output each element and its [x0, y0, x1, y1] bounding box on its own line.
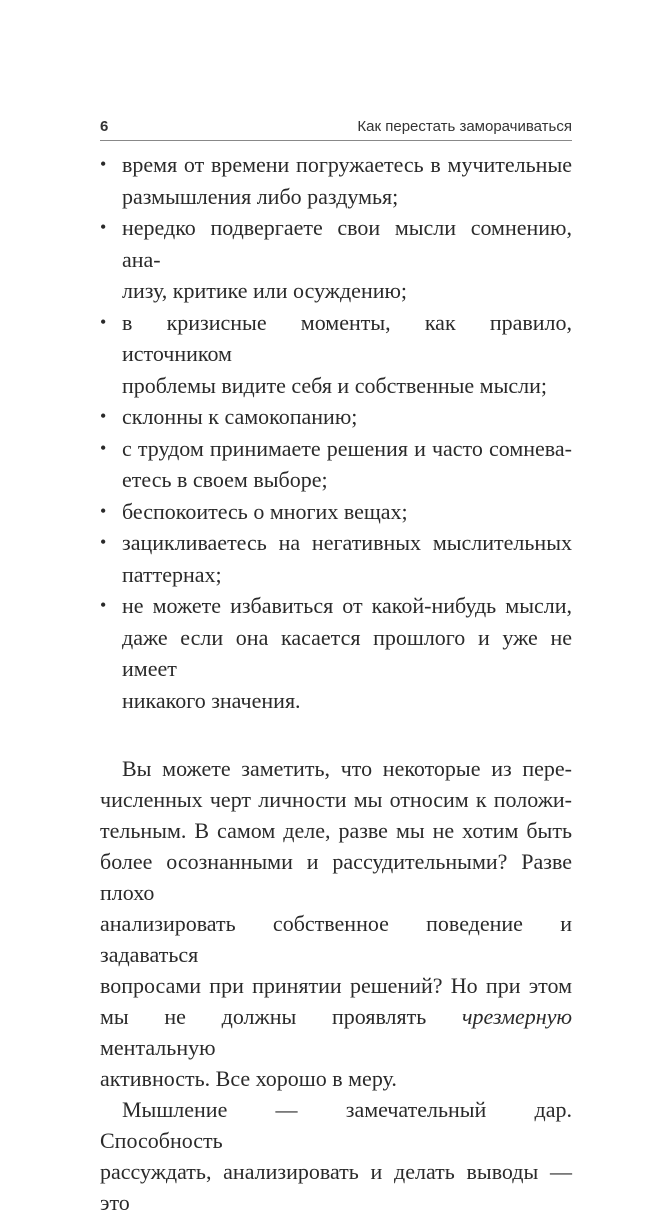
text-line: численных черт личности мы относим к положи- [100, 787, 572, 812]
list-item-line: никакого значения. [122, 687, 301, 713]
text-line: более осознанными и рассудительными? Разве плохо [100, 849, 572, 905]
list-item-text [122, 496, 572, 528]
text-line [100, 1001, 572, 1063]
list-item-text [122, 307, 572, 402]
list-item-text [122, 590, 572, 716]
list-item-line: зацикливаетесь на негативных мыслительных [122, 530, 572, 555]
list-item [100, 149, 572, 212]
list-item [100, 212, 572, 307]
list-item-text [122, 527, 572, 590]
list-item [100, 527, 572, 590]
bullet-icon: • [100, 406, 107, 426]
list-item-line: нередко подвергаете свои мысли сомнению, ана- [122, 215, 572, 272]
list-item-line: в кризисные моменты, как правило, источником [122, 309, 572, 366]
text-segment: ментальную [100, 1035, 216, 1060]
list-item-line: склонны к самокопанию; [122, 404, 358, 429]
list-item [100, 496, 572, 528]
text-line: Вы можете заметить, что некоторые из пере- [122, 756, 572, 781]
text-segment: мы не должны проявлять [100, 1004, 462, 1029]
text-line: рассуждать, анализировать и делать выводы — это [100, 1159, 572, 1215]
running-title: Как перестать заморачиваться [357, 118, 572, 135]
text-line: анализировать собственное поведение и задаваться [100, 911, 572, 967]
list-item [100, 307, 572, 402]
text-line: тельным. В самом деле, разве мы не хотим быть [100, 818, 572, 843]
text-line: вопросами при принятии решений? Но при этом [100, 973, 572, 998]
list-item [100, 433, 572, 496]
list-item-line: с трудом принимаете решения и часто сомнева- [122, 435, 572, 461]
text-line: Мышление — замечательный дар. Способность [100, 1097, 572, 1153]
list-item-line: размышления либо раздумья; [122, 183, 399, 209]
list-item-text [122, 401, 572, 433]
book-page [100, 0, 572, 1218]
list-item [100, 590, 572, 716]
list-item-text [122, 212, 572, 307]
list-item-line: даже если она касается прошлого и уже не имеет [122, 624, 572, 681]
bullet-icon: • [100, 595, 107, 615]
list-item-text [122, 149, 572, 212]
list-item-line: проблемы видите себя и собственные мысли; [122, 372, 547, 398]
list-item-text [122, 433, 572, 496]
bullet-list [100, 149, 572, 716]
page-number: 6 [100, 118, 109, 135]
text-line: активность. Все хорошо в меру. [100, 1066, 397, 1091]
bullet-icon: • [100, 437, 107, 458]
list-item-line: время от времени погружаетесь в мучительные [122, 152, 572, 177]
list-item-line: паттернах; [122, 561, 222, 587]
list-item-line: беспокоитесь о многих вещах; [122, 498, 408, 524]
bullet-icon: • [100, 154, 107, 174]
list-item-line: етесь в своем выборе; [122, 467, 328, 492]
list-item [100, 401, 572, 433]
list-item-line: не можете избавиться от какой-нибудь мысли, [122, 593, 572, 618]
emphasis-word: чрезмерную [462, 1004, 572, 1029]
running-header [100, 117, 572, 141]
bullet-icon: • [100, 532, 107, 552]
bullet-icon: • [100, 311, 107, 332]
bullet-icon: • [100, 500, 107, 521]
bullet-icon: • [100, 217, 107, 237]
body-text [100, 753, 572, 1218]
list-item-line: лизу, критике или осуждению; [122, 278, 408, 303]
